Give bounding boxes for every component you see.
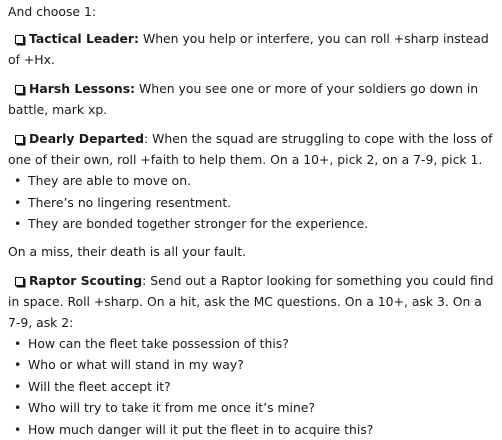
bullet-icon: • <box>14 400 22 415</box>
list-item: • Who or what will stand in my way? <box>14 354 494 375</box>
move-text: : When the squad are struggling to cope with the loss of <box>144 131 493 146</box>
move-text: When you help or interfere, you can roll +sharp instead <box>139 31 489 46</box>
checkbox-icon[interactable] <box>15 85 24 94</box>
list-item: • How can the fleet take possession of this? <box>14 333 494 354</box>
move-text: : Send out a Raptor looking for something you could find <box>142 272 494 288</box>
list-item: • Will the fleet accept it? <box>14 376 494 397</box>
move-text-cont: 7-9, ask 2: <box>8 314 74 330</box>
bullet-icon: • <box>14 378 22 394</box>
dearly-departed-options <box>8 170 494 234</box>
move-name: Raptor Scouting <box>29 272 143 288</box>
list-item: • How much danger will it put the fleet in to acquire this? <box>14 419 494 440</box>
move-dearly-departed <box>8 128 494 262</box>
move-text-cont: of +Hx. <box>8 52 55 67</box>
move-text-cont: in space. Roll +sharp. On a hit, ask the MC questions. On a 10+, ask 3. On a <box>8 293 482 309</box>
move-harsh-lessons <box>8 78 494 120</box>
miss-text: On a miss, their death is all your fault. <box>8 243 247 259</box>
raptor-scouting-questions <box>8 333 494 440</box>
move-name: Tactical Leader: <box>29 31 139 46</box>
list-item: • They are bonded together stronger for the experience. <box>14 213 494 234</box>
move-text-cont: one of their own, roll +faith to help them. On a 10+, pick 2, on a 7-9, pick 1. <box>8 152 483 167</box>
move-text-cont: battle, mark xp. <box>8 102 108 117</box>
move-raptor-scouting <box>8 270 494 440</box>
move-tactical-leader <box>8 28 494 70</box>
bullet-icon: • <box>14 357 22 372</box>
bullet-icon: • <box>14 335 22 351</box>
move-name: Harsh Lessons: <box>29 81 136 96</box>
move-name: Dearly Departed <box>29 131 145 146</box>
list-item: • They are able to move on. <box>14 170 494 191</box>
bullet-icon: • <box>14 173 22 188</box>
bullet-icon: • <box>14 421 22 437</box>
move-text: When you see one or more of your soldiers go down in <box>135 81 479 96</box>
bullet-icon: • <box>14 194 22 210</box>
list-item: • Who will try to take it from me once it’s mine? <box>14 397 494 418</box>
checkbox-icon[interactable] <box>15 277 24 286</box>
list-item: • There’s no lingering resentment. <box>14 192 494 213</box>
intro-text: And choose 1: <box>8 4 97 19</box>
bullet-icon: • <box>14 216 22 231</box>
checkbox-icon[interactable] <box>15 35 24 44</box>
checkbox-icon[interactable] <box>15 135 24 144</box>
